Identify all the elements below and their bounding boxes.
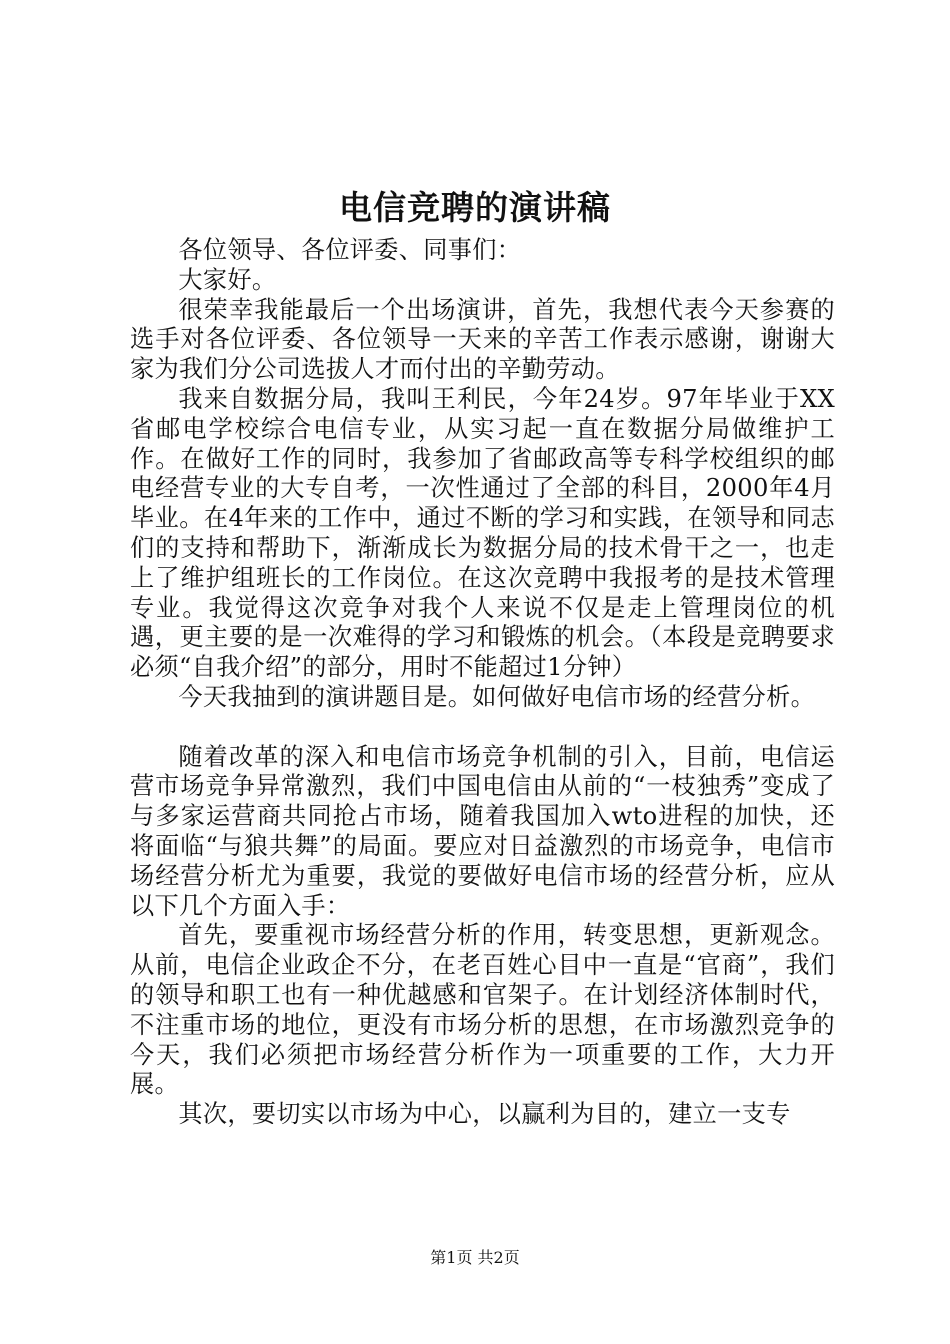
- paragraph-spacer: [130, 713, 835, 743]
- document-body: [130, 236, 835, 1130]
- topic-paragraph: 今天我抽到的演讲题目是。如何做好电信市场的经营分析。: [178, 682, 816, 711]
- document-title: 电信竞聘的演讲稿: [339, 188, 611, 227]
- greeting-paragraph: 大家好。: [178, 265, 277, 294]
- page-number-footer: 第1页 共2页: [430, 1248, 520, 1267]
- self-introduction-paragraph: 我来自数据分局，我叫王利民，今年24岁。97年毕业于XX省邮电学校综合电信专业，从实习起一直在数据分局做维护工作。在做好工作的同时，我参加了省邮政高等专科学校组织的邮电经营专业的大专自考，一次性通过了全部的科目，2000年4月毕业。在4年来的工作中，通过不断的学习和实践，在领导和同志们的支持和帮助下，渐渐成长为数据分局的技术骨干之一，也走上了维护组班长的工作岗位。在这次竞聘中我报考的是技术管理专业。我觉得这次竞争对我个人来说不仅是走上管理岗位的机遇，更主要的是一次难得的学习和锻炼的机会。（本段是竞聘要求必须“自我介绍”的部分，用时不能超过1分钟）: [130, 384, 835, 682]
- second-point-paragraph: 其次，要切实以市场为中心，以赢利为目的，建立一支专: [178, 1100, 791, 1129]
- market-context-paragraph: 随着改革的深入和电信市场竞争机制的引入，目前，电信运营市场竞争异常激烈，我们中国电信由从前的“一枝独秀”变成了与多家运营商共同抢占市场，随着我国加入wto进程的加快，还将面临“与狼共舞”的局面。要应对日益激烈的市场竞争，电信市场经营分析尤为重要，我觉的要做好电信市场的经营分析，应从以下几个方面入手：: [130, 742, 835, 920]
- first-point-paragraph: 首先，要重视市场经营分析的作用，转变思想，更新观念。从前，电信企业政企不分，在老百姓心目中一直是“官商”，我们的领导和职工也有一种优越感和官架子。在计划经济体制时代，不注重市场的地位，更没有市场分析的思想，在市场激烈竞争的今天，我们必须把市场经营分析作为一项重要的工作，大力开展。: [130, 921, 835, 1099]
- opening-paragraph: 很荣幸我能最后一个出场演讲，首先，我想代表今天参赛的选手对各位评委、各位领导一天来的辛苦工作表示感谢，谢谢大家为我们分公司选拔人才而付出的辛勤劳动。: [130, 295, 835, 384]
- salutation-paragraph: 各位领导、各位评委、同事们：: [178, 236, 522, 264]
